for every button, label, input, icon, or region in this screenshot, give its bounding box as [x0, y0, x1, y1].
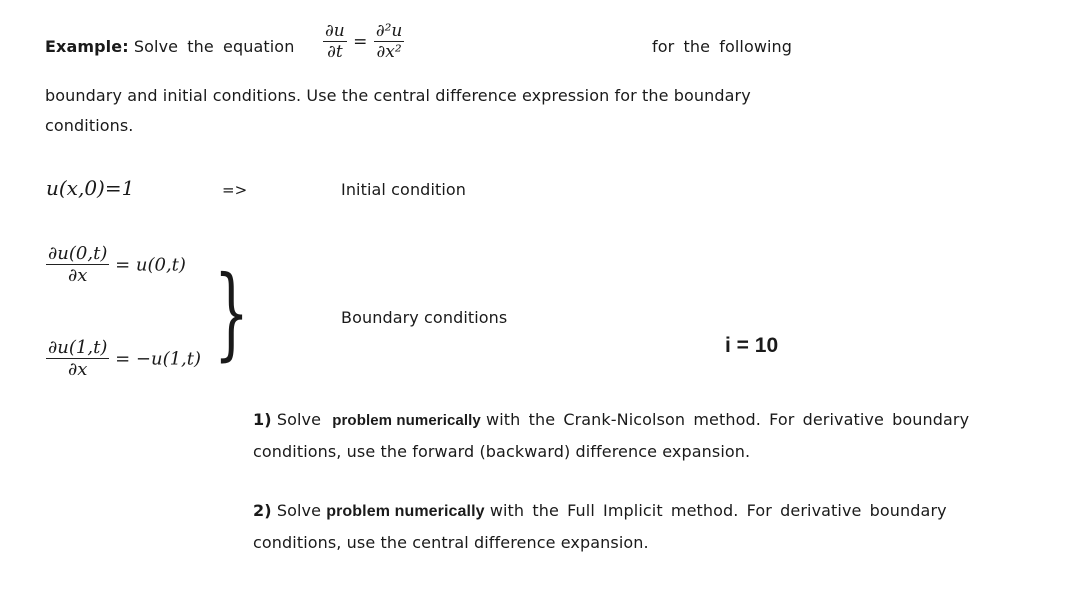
intro-line-3: conditions.: [45, 116, 134, 135]
task-2-line-1: [253, 501, 1013, 521]
task-1-line-2: conditions, use the forward (backward) difference expansion.: [253, 442, 751, 461]
task-1-post: with the Crank-Nicolson method. For derivative boundary: [486, 410, 970, 429]
task-2-pre: Solve: [276, 501, 322, 520]
implies-arrow: =>: [222, 181, 248, 199]
example-label: Example:: [45, 37, 129, 56]
bc2-rhs: = −u(1,t): [115, 348, 202, 370]
task-2-bold: problem numerically: [326, 503, 485, 520]
task-2-line-2: conditions, use the central difference expansion.: [253, 533, 649, 552]
bc2-den: ∂x: [67, 358, 88, 380]
initial-condition-equation: u(x,0)=1: [46, 176, 135, 200]
task-2-number: 2): [253, 501, 272, 520]
bc2-fraction: [46, 338, 109, 380]
bc1-num: ∂u(0,t): [48, 243, 108, 264]
pde-rhs-num: ∂²u: [375, 21, 403, 41]
for-following-text: for the following: [652, 37, 793, 56]
intro-line-2: boundary and initial conditions. Use the central difference expression for the boundary: [45, 86, 751, 105]
task-1-number: 1): [253, 410, 272, 429]
brace-glyph: }: [214, 254, 249, 371]
task-2-post: with the Full Implicit method. For derivative boundary: [489, 501, 947, 520]
boundary-equation-2: [46, 338, 201, 380]
pde-rhs-fraction: [374, 22, 405, 62]
pde-rhs-den: ∂x²: [376, 41, 402, 62]
solve-text: Solve the equation: [133, 37, 295, 56]
pde-equals: =: [353, 32, 368, 53]
bc1-fraction: [46, 244, 109, 286]
bc1-rhs: = u(0,t): [115, 254, 186, 276]
pde-lhs-fraction: [323, 22, 347, 62]
intro-line-1: [45, 37, 294, 56]
pde-lhs-num: ∂u: [325, 21, 345, 41]
boundary-equation-1: [46, 244, 186, 286]
bc2-num: ∂u(1,t): [48, 337, 108, 358]
pde-lhs-den: ∂t: [327, 41, 343, 62]
initial-condition-label: Initial condition: [341, 180, 467, 199]
pde-equation: [323, 22, 404, 62]
bc1-den: ∂x: [67, 264, 88, 286]
task-1-line-1: [253, 410, 1013, 429]
task-1-bold: problem numerically: [332, 412, 481, 429]
grid-parameter: i = 10: [725, 334, 779, 357]
task-1-pre: Solve: [276, 410, 322, 429]
boundary-conditions-label: Boundary conditions: [341, 308, 508, 327]
